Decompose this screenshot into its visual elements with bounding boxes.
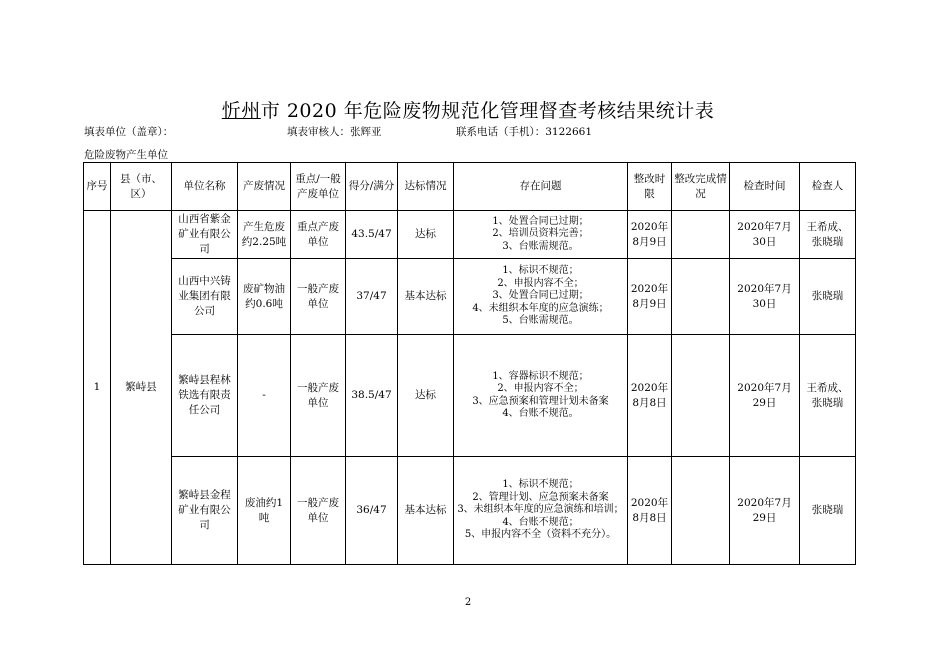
status-cell: 基本达标 [398, 259, 454, 335]
problem-line: 1、标识不规范； [502, 265, 579, 277]
done-cell [672, 211, 730, 259]
waste-cell: - [238, 335, 291, 457]
problems-cell [454, 211, 628, 259]
header-cell: 产废情况 [238, 163, 291, 211]
problems-cell [454, 335, 628, 457]
header-cell: 检查人 [800, 163, 856, 211]
section-subtitle: 危险废物产生单位 [84, 149, 168, 161]
problem-line: 2、申报内容不全； [497, 277, 584, 289]
check-time-cell: 2020年7月30日 [730, 259, 800, 335]
problem-line: 3、处置合同已过期； [492, 290, 589, 302]
score-cell: 43.5/47 [346, 211, 398, 259]
deadline-cell: 2020年8月9日 [628, 211, 672, 259]
table-row [84, 457, 856, 565]
seq-cell: 1 [84, 211, 111, 565]
reviewer-label: 填表审核人：张辉亚 [287, 126, 382, 138]
title-text: 市 2020 年危险废物规范化管理督查考核结果统计表 [260, 100, 715, 122]
page-number: 2 [464, 597, 472, 608]
score-cell: 36/47 [346, 457, 398, 565]
deadline-cell: 2020年8月8日 [628, 335, 672, 457]
problem-line: 2、申报内容不全； [497, 383, 584, 394]
done-cell [672, 335, 730, 457]
status-cell: 达标 [398, 335, 454, 457]
header-cell: 县（市、区） [111, 163, 172, 211]
type-cell: 一般产废单位 [291, 259, 346, 335]
deadline-cell: 2020年8月8日 [628, 457, 672, 565]
table-row [84, 211, 856, 259]
check-time-cell: 2020年7月30日 [730, 211, 800, 259]
header-cell: 整改时限 [628, 163, 672, 211]
unit-cell: 山西省紫金矿业有限公司 [172, 211, 238, 259]
header-cell: 存在问题 [454, 163, 628, 211]
type-cell: 一般产废单位 [291, 457, 346, 565]
results-table [83, 162, 856, 565]
header-cell: 整改完成情况 [672, 163, 730, 211]
check-time-cell: 2020年7月29日 [730, 457, 800, 565]
status-cell: 基本达标 [398, 457, 454, 565]
problem-line: 4、台账不规范； [502, 516, 579, 528]
waste-cell: 产生危废约2.25吨 [238, 211, 291, 259]
done-cell [672, 457, 730, 565]
inspector-cell: 王希成、张晓瑞 [800, 211, 856, 259]
header-cell: 检查时间 [730, 163, 800, 211]
problem-line: 5、台账需规范。 [502, 315, 579, 327]
page-title [0, 96, 936, 123]
table-row [84, 259, 856, 335]
phone-label: 联系电话（手机）：3122661 [456, 126, 593, 138]
header-cell: 达标情况 [398, 163, 454, 211]
deadline-cell: 2020年8月9日 [628, 259, 672, 335]
problem-line: 1、处置合同已过期； [492, 215, 589, 227]
problem-line: 2、培训员资料完善； [492, 228, 589, 240]
header-cell: 重点/一般产废单位 [291, 163, 346, 211]
problem-line: 3、未组织本年度的应急演练和培训； [457, 504, 624, 516]
problem-line: 5、申报内容不全（资料不充分）。 [464, 529, 617, 541]
title-city: 忻州 [221, 100, 261, 122]
check-time-cell: 2020年7月29日 [730, 335, 800, 457]
header-row [84, 163, 856, 211]
problem-line: 2、管理计划、应急预案未备案 [472, 491, 609, 503]
problems-cell [454, 259, 628, 335]
score-cell: 37/47 [346, 259, 398, 335]
done-cell [672, 259, 730, 335]
county-cell: 繁峙县 [111, 211, 172, 565]
problem-line: 4、台账不规范。 [502, 408, 579, 419]
fill-unit-label: 填表单位（盖章）： [84, 126, 174, 138]
status-cell: 达标 [398, 211, 454, 259]
inspector-cell: 张晓瑞 [800, 259, 856, 335]
unit-cell: 繁峙县程林铁选有限责任公司 [172, 335, 238, 457]
header-cell: 得分/满分 [346, 163, 398, 211]
problem-line: 1、标识不规范； [502, 479, 579, 491]
problem-line: 3、应急预案和管理计划未备案 [472, 395, 609, 407]
waste-cell: 废矿物油约0.6吨 [238, 259, 291, 335]
unit-cell: 繁峙县金程矿业有限公司 [172, 457, 238, 565]
problem-line: 3、台账需规范。 [502, 240, 579, 252]
unit-cell: 山西中兴铸业集团有限公司 [172, 259, 238, 335]
problems-cell [454, 457, 628, 565]
problem-line: 1、容器标识不规范； [492, 370, 589, 382]
score-cell: 38.5/47 [346, 335, 398, 457]
type-cell: 一般产废单位 [291, 335, 346, 457]
header-cell: 序号 [84, 163, 111, 211]
inspector-cell: 王希成、张晓瑞 [800, 335, 856, 457]
header-cell: 单位名称 [172, 163, 238, 211]
type-cell: 重点产废单位 [291, 211, 346, 259]
problem-line: 4、未组织本年度的应急演练； [472, 302, 609, 314]
table-row [84, 335, 856, 457]
inspector-cell: 张晓瑞 [800, 457, 856, 565]
waste-cell: 废油约1吨 [238, 457, 291, 565]
